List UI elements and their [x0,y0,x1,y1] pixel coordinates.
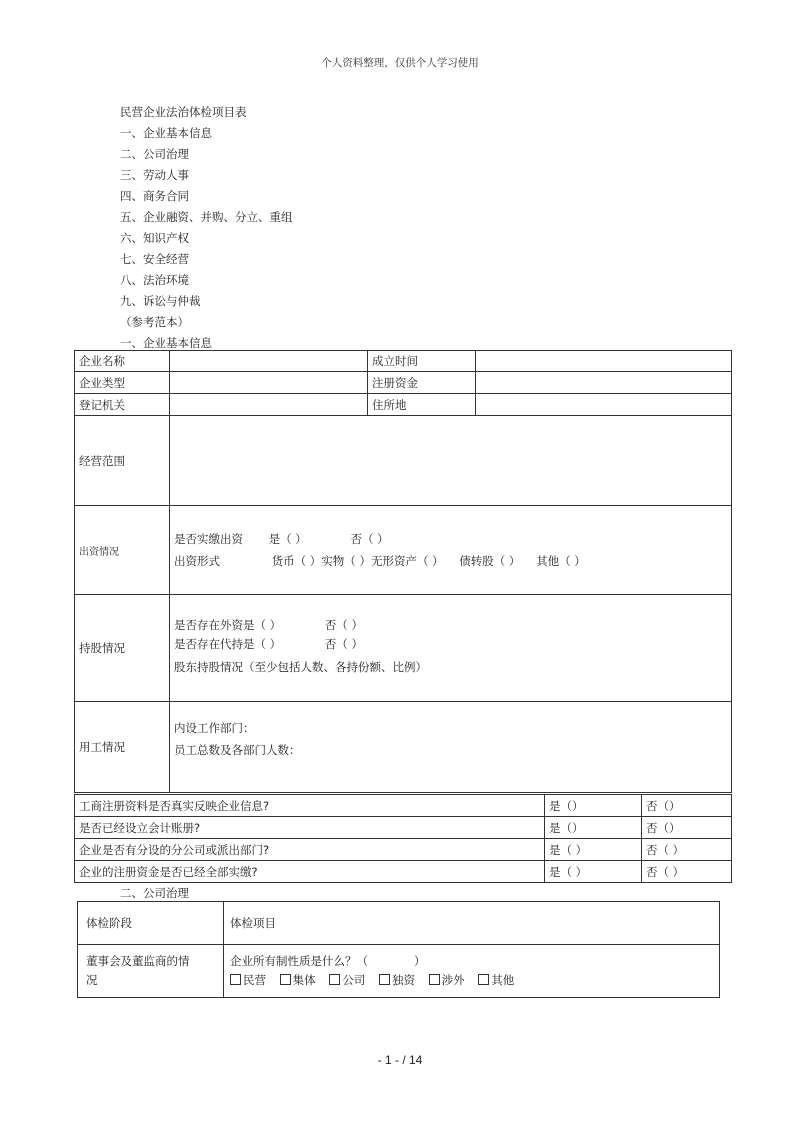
proxy-question: 是否存在代持是（ ） [174,637,282,651]
check-question: 是否已经设立会计账册? [75,817,545,839]
toc-item: 五、企业融资、并购、分立、重组 [120,210,293,224]
check-yes[interactable]: 是（ ） [545,861,642,883]
check-question: 企业是否有分设的分公司或派出部门? [75,839,545,861]
reg-authority-field[interactable] [170,394,368,416]
table-of-contents [120,102,293,354]
option-sole[interactable]: 独资 [379,971,415,990]
governance-table [77,901,720,998]
ownership-options [230,971,719,990]
check-question: 工商注册资料是否真实反映企业信息? [75,795,545,817]
toc-item: 三、劳动人事 [120,168,189,182]
check-no[interactable]: 否（ ） [642,861,732,883]
holders-note: 股东持股情况（至少包括人数、各持份额、比例） [174,660,427,674]
table-row [75,817,732,839]
ownership-cell [224,945,720,998]
checkbox-icon [429,974,440,985]
shareholding-cell[interactable] [170,595,732,702]
scope-label: 经营范围 [75,416,170,506]
reg-authority-label: 登记机关 [75,394,170,416]
capital-form-label: 出资形式 [174,554,220,568]
option-private[interactable]: 民营 [230,971,266,990]
domicile-label: 住所地 [368,394,476,416]
page-number: - 1 - / 14 [377,1053,423,1067]
governance-row-label: 董事会及董监商的情 况 [78,945,224,998]
reference-note: （参考范本） [120,315,189,329]
toc-item: 七、安全经营 [120,252,189,266]
check-no[interactable]: 否（ ） [642,839,732,861]
option-other[interactable]: 其他 [478,971,514,990]
scope-field[interactable] [170,416,732,506]
table-row [75,795,732,817]
reg-capital-field[interactable] [476,372,732,394]
company-type-field[interactable] [170,372,368,394]
checkbox-icon [478,974,489,985]
capital-label: 出资情况 [75,506,170,595]
toc-item: 八、法治环境 [120,273,189,287]
option-collective[interactable]: 集体 [280,971,316,990]
option-foreign[interactable]: 涉外 [429,971,465,990]
reg-capital-label: 注册资金 [368,372,476,394]
header-note: 个人资料整理，仅供个人学习使用 [321,57,479,69]
employment-cell[interactable] [170,702,732,793]
section-title: 二、公司治理 [120,886,189,900]
toc-item: 一、企业基本信息 [120,126,212,140]
compliance-check-table [74,794,732,883]
capital-cell[interactable] [170,506,732,595]
established-field[interactable] [476,351,732,372]
checkbox-icon [230,974,241,985]
basic-info-table [74,350,732,793]
ownership-question: 企业所有制性质是什么？（ ） [230,954,426,968]
departments-line: 内设工作部门： [174,721,255,735]
option-company[interactable]: 公司 [329,971,365,990]
company-name-label: 企业名称 [75,351,170,372]
capital-form-option: 债转股（ ） [459,554,521,568]
check-no[interactable]: 否（） [642,817,732,839]
proxy-no: 否（ ） [324,637,363,651]
check-yes[interactable]: 是（ ） [545,839,642,861]
check-question: 企业的注册资金是否已经全部实缴? [75,861,545,883]
capital-no: 否（ ） [350,532,389,546]
company-type-label: 企业类型 [75,372,170,394]
company-name-field[interactable] [170,351,368,372]
shareholding-label: 持股情况 [75,595,170,702]
check-yes[interactable]: 是（） [545,795,642,817]
governance-col2-header: 体检项目 [224,902,720,945]
table-row [75,839,732,861]
checkbox-icon [379,974,390,985]
toc-item: 四、商务合同 [120,189,189,203]
doc-title: 民营企业法治体检项目表 [120,105,247,119]
governance-col1-header: 体检阶段 [78,902,224,945]
capital-form-option: 货币（ ）实物（ ）无形资产（ ） [271,554,444,568]
table-row [75,861,732,883]
domicile-field[interactable] [476,394,732,416]
capital-question: 是否实缴出资 [174,532,243,546]
toc-item: 二、公司治理 [120,147,189,161]
employment-label: 用工情况 [75,702,170,793]
toc-item: 六、知识产权 [120,231,189,245]
capital-form-option: 其他（ ） [536,554,586,568]
capital-yes: 是（ ） [268,532,307,546]
toc-item: 九、诉讼与仲裁 [120,294,201,308]
staff-line: 员工总数及各部门人数： [174,743,301,757]
checkbox-icon [280,974,291,985]
established-label: 成立时间 [368,351,476,372]
section-title: 一、企业基本信息 [120,336,212,350]
check-yes[interactable]: 是（） [545,817,642,839]
foreign-no: 否（ ） [324,618,363,632]
check-no[interactable]: 否（） [642,795,732,817]
foreign-question: 是否存在外资是（ ） [174,618,282,632]
checkbox-icon [329,974,340,985]
